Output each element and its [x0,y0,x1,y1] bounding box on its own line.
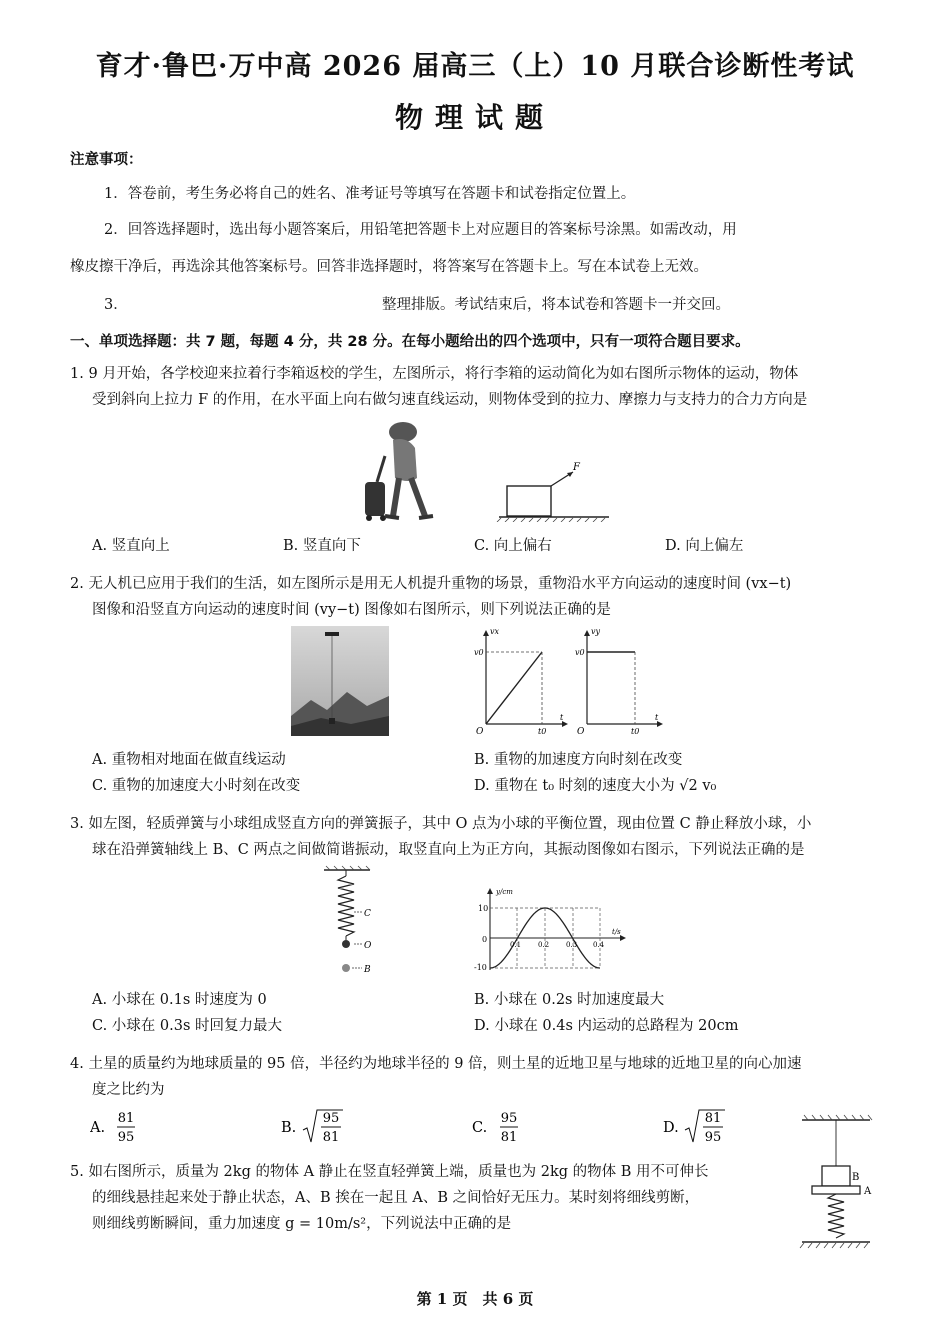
note-2a: 2．回答选择题时，选出每小题答案后，用铅笔把答题卡上对应题目的答案标号涂黑。如需改动，用 [104,222,737,238]
exam-subtitle: 物理试题 [394,101,555,134]
q3-line1: 3. 如左图，轻质弹簧与小球组成竖直方向的弹簧振子，其中 O 点为小球的平衡位置，现由位置 C 静止释放小球，小 [70,816,812,832]
q2-option-c: C. 重物的加速度大小时刻在改变 [92,778,301,794]
q2-vy-level: v0 [575,648,585,657]
q4-option-b [281,1106,351,1146]
q3-vibration-graph [472,884,632,976]
q1-line1: 1. 9 月开始，各学校迎来拉着行李箱返校的学生，左图所示，将行李箱的运动简化为如右图所示物体的运动，物体 [70,366,799,382]
q3-spring-label-c: C [364,909,371,919]
q2-vx-line [486,652,542,724]
page-footer: 第 1 页 共 6 页 [416,1290,534,1308]
q2-drone-photo [291,626,389,736]
q4-option-d-label: D. [663,1120,679,1136]
q3-tick-2: 0.2 [538,941,550,949]
q2-option-a: A. 重物相对地面在做直线运动 [92,752,286,768]
q1-force-label: F [573,462,580,473]
q4-option-a-num: 81 [117,1111,135,1126]
q2-vx-graph [472,622,572,738]
q2-option-b: B. 重物的加速度方向时刻在改变 [474,752,683,768]
note-2b: 橡皮擦干净后，再选涂其他答案标号。回答非选择题时，将答案写在答题卡上。写在本试卷上无效。 [70,259,708,275]
q3-tick-4: 0.4 [593,941,605,949]
note-3b: 整理排版。考试结束后，将本试卷和答题卡一并交回。 [382,297,730,313]
q5-spring-block-diagram [796,1112,886,1252]
q4-option-d [663,1106,733,1146]
q3-option-a: A. 小球在 0.1s 时速度为 0 [92,992,267,1008]
q4-line1: 4. 土星的质量约为地球质量的 95 倍，半径约为地球半径的 9 倍，则土星的近地卫星与地球的近地卫星的向心加速 [70,1056,802,1072]
q2-vx-level: v0 [474,648,484,657]
q2-vy-xlabel: t [655,713,659,722]
q3-xlabel: t/s [612,928,621,936]
q4-option-a-label: A. [90,1120,106,1136]
q4-option-b-den: 81 [322,1130,340,1145]
q2-line1: 2. 无人机已应用于我们的生活，如左图所示是用无人机提升重物的场景，重物沿水平方向运动的速度时间 (vx−t) [70,576,792,592]
q2-vy-ylabel: vy [591,627,601,636]
q1-option-d: D. 向上偏左 [665,538,744,554]
q5-line2: 的细线悬挂起来处于静止状态，A、B 挨在一起且 A、B 之间恰好无压力。某时刻将细线剪断， [92,1190,700,1206]
q2-option-d: D. 重物在 t₀ 时刻的速度大小为 √2 v₀ [474,778,717,794]
q4-option-c [472,1106,532,1146]
q1-option-c: C. 向上偏右 [474,538,552,554]
q4-option-c-num: 95 [500,1111,518,1126]
q5-label-a: A [864,1186,872,1197]
q3-option-d: D. 小球在 0.4s 内运动的总路程为 20cm [474,1018,739,1034]
q2-vx-origin: O [476,727,484,737]
note-3a: 3． [104,297,128,313]
notes-heading: 注意事项： [70,152,143,168]
q3-ymin: -10 [474,963,487,972]
q5-line1: 5. 如右图所示，质量为 2kg 的物体 A 静止在竖直轻弹簧上端，质量也为 2kg 的物体 B 用不可伸长 [70,1164,709,1180]
q3-tick-1: 0.1 [510,941,522,949]
q4-line2: 度之比约为 [92,1082,165,1098]
q5-label-b: B [852,1172,860,1183]
q2-vx-ylabel: vx [490,627,500,636]
q3-ymax: 10 [478,904,489,913]
q1-option-b: B. 竖直向下 [283,538,361,554]
q3-spring-diagram [318,864,378,976]
q2-vx-tick: t0 [538,727,547,736]
q4-option-b-num: 95 [322,1111,340,1126]
q2-vx-xlabel: t [560,713,564,722]
q2-vy-tick: t0 [631,727,640,736]
q3-spring-label-o: O [364,941,372,951]
q4-option-d-den: 95 [704,1130,722,1145]
note-1: 1．答卷前，考生务必将自己的姓名、准考证号等填写在答题卡和试卷指定位置上。 [104,186,636,202]
q1-student-figure [355,412,435,524]
q4-option-c-den: 81 [500,1130,518,1145]
q3-line2: 球在沿弹簧轴线上 B、C 两点之间做简谐振动，取竖直向上为正方向，其振动图像如右图示，下列说法正确的是 [92,842,805,858]
q3-tick-3: 0.3 [566,941,578,949]
exam-title: 育才·鲁巴·万中高 2026 届高三（上）10 月联合诊断性考试 [95,51,855,82]
q3-ylabel: y/cm [496,888,513,896]
q4-option-a-den: 95 [117,1130,135,1145]
q1-box-diagram [495,456,615,522]
q5-line3: 则细线剪断瞬间，重力加速度 g = 10m/s²，下列说法中正确的是 [92,1216,512,1232]
q3-option-c: C. 小球在 0.3s 时回复力最大 [92,1018,283,1034]
q3-origin: 0 [482,935,488,944]
q4-option-d-num: 81 [704,1111,722,1126]
section-1-heading: 一、单项选择题：共 7 题，每题 4 分，共 28 分。在每小题给出的四个选项中，只有一项符合题目要求。 [70,334,750,350]
q3-option-b: B. 小球在 0.2s 时加速度最大 [474,992,665,1008]
q2-vy-graph [573,622,665,738]
q4-option-a [90,1106,150,1146]
q3-spring-label-b: B [364,965,371,975]
q2-line2: 图像和沿竖直方向运动的速度时间 (vy−t) 图像如右图所示，则下列说法正确的是 [92,602,611,618]
q1-line2: 受到斜向上拉力 F 的作用，在水平面上向右做匀速直线运动，则物体受到的拉力、摩擦力与支持力的合力方向是 [92,392,808,408]
q1-option-a: A. 竖直向上 [92,538,170,554]
q4-option-c-label: C. [472,1120,488,1136]
q2-vy-origin: O [577,727,585,737]
q4-option-b-label: B. [281,1120,297,1136]
